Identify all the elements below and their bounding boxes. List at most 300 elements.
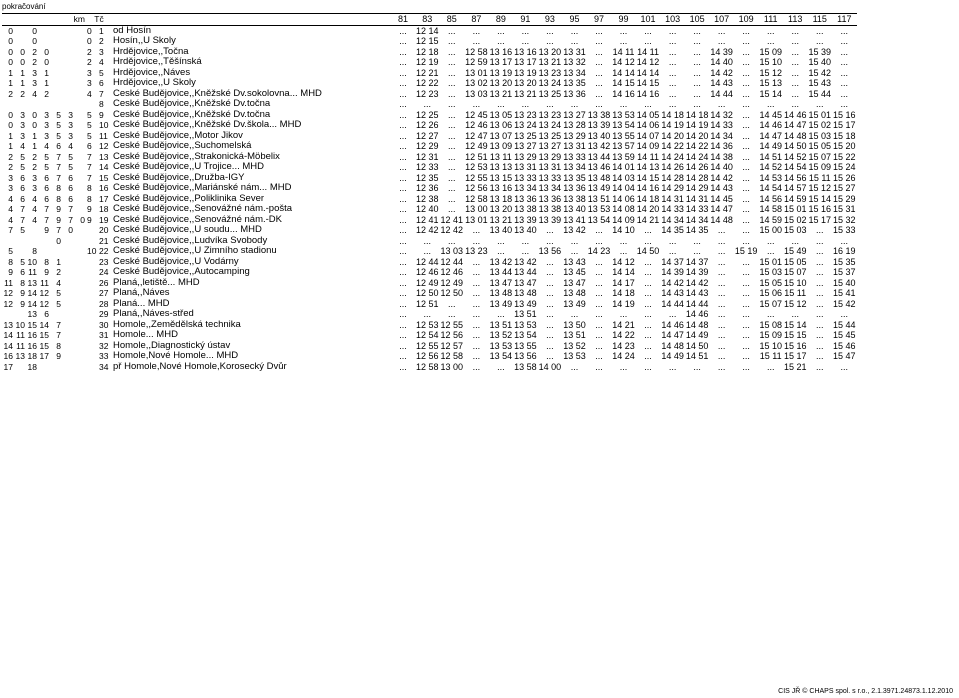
time-cell xyxy=(372,47,391,58)
km-cell xyxy=(74,299,86,310)
time-cell: 14 11 xyxy=(612,46,635,57)
km-cell xyxy=(62,351,74,362)
time-cell: 15 07 xyxy=(808,151,832,162)
km-cell: 0 xyxy=(8,57,13,67)
km-cell xyxy=(38,25,50,36)
time-cell: ... xyxy=(742,193,750,204)
time-cell: ... xyxy=(791,235,799,246)
timetable-row xyxy=(2,320,857,331)
time-cell: 15 19 xyxy=(734,246,758,256)
train-number: 99 xyxy=(611,14,636,26)
time-cell: ... xyxy=(497,361,505,372)
km-cell xyxy=(74,110,86,121)
time-cell: 14 18 xyxy=(685,109,709,120)
km-cell xyxy=(74,141,86,152)
time-cell xyxy=(372,330,391,341)
time-cell: ... xyxy=(742,109,750,120)
km-cell xyxy=(74,47,86,58)
time-cell: 14 16 xyxy=(636,88,660,99)
time-cell: 14 46 xyxy=(661,319,684,330)
time-cell: ... xyxy=(595,46,603,57)
time-cell: ... xyxy=(717,25,726,36)
time-cell: ... xyxy=(448,46,456,57)
time-cell: 12 56 xyxy=(465,183,488,193)
km-cell xyxy=(38,36,50,47)
time-cell: ... xyxy=(399,267,407,277)
time-cell: ... xyxy=(472,361,481,372)
time-cell: ... xyxy=(423,99,432,109)
km-cell: 1 xyxy=(56,256,61,267)
timetable-row xyxy=(2,120,857,131)
km-cell: 4 xyxy=(20,141,25,151)
tc-cell: 22 xyxy=(99,246,109,256)
km-cell: 9 xyxy=(56,351,61,361)
time-cell: 14 10 xyxy=(612,225,635,235)
stop-name: Homole,Nové Homole... MHD xyxy=(113,351,239,361)
time-cell xyxy=(372,215,391,226)
time-cell: 14 23 xyxy=(587,246,611,256)
timetable-row xyxy=(2,57,857,68)
time-cell: ... xyxy=(816,298,824,309)
time-cell: ... xyxy=(742,141,750,151)
time-cell: ... xyxy=(595,225,603,235)
time-cell: 14 47 xyxy=(759,130,782,141)
time-cell: 12 18 xyxy=(416,46,439,57)
time-cell: ... xyxy=(399,46,407,57)
km-cell: 3 xyxy=(44,109,49,120)
time-cell: ... xyxy=(399,298,407,309)
time-cell: 13 06 xyxy=(489,120,513,130)
train-number: 115 xyxy=(808,14,833,26)
km-cell xyxy=(50,246,62,257)
time-cell: ... xyxy=(546,277,554,288)
km-cell xyxy=(74,246,86,257)
km-cell: 14 xyxy=(27,298,37,309)
km-cell xyxy=(50,68,62,79)
km-cell xyxy=(74,131,86,142)
km-cell xyxy=(74,99,86,110)
time-cell: 14 24 xyxy=(685,151,709,162)
time-cell: ... xyxy=(742,351,750,361)
time-cell: 12 14 xyxy=(416,25,439,36)
time-cell: 14 37 xyxy=(685,256,709,267)
time-cell: ... xyxy=(693,99,701,109)
time-cell: 14 06 xyxy=(636,120,660,130)
time-cell: ... xyxy=(570,25,579,36)
km-cell: 10 xyxy=(27,256,37,267)
km-cell xyxy=(74,162,86,173)
time-cell: 13 49 xyxy=(587,183,611,193)
time-cell: 13 34 xyxy=(538,183,562,193)
time-cell: ... xyxy=(472,235,481,246)
time-cell xyxy=(372,152,391,163)
km-cell: 6 xyxy=(56,141,61,151)
timetable-row xyxy=(2,141,857,152)
time-cell xyxy=(372,236,391,247)
time-cell: 13 47 xyxy=(514,277,537,288)
time-cell: 14 50 xyxy=(636,246,660,256)
time-cell: 13 53 xyxy=(587,204,611,214)
time-cell: 14 26 xyxy=(661,162,684,172)
time-cell: ... xyxy=(742,235,750,246)
time-cell: 13 23 xyxy=(465,246,488,256)
time-cell: ... xyxy=(816,235,824,246)
km-cell: 4 xyxy=(32,204,37,214)
tc-cell: 34 xyxy=(99,361,109,372)
km-cell: 0 xyxy=(80,214,85,225)
time-cell: 12 49 xyxy=(465,141,488,151)
time-cell: ... xyxy=(448,25,456,36)
time-cell: ... xyxy=(546,340,554,351)
timetable-row xyxy=(2,236,857,247)
time-cell: ... xyxy=(619,235,628,246)
time-cell: ... xyxy=(399,277,407,288)
time-cell: 14 00 xyxy=(538,361,562,372)
time-cell: 15 03 xyxy=(808,130,832,141)
time-cell: 14 29 xyxy=(685,183,709,193)
time-cell xyxy=(372,194,391,205)
time-cell: 14 33 xyxy=(661,204,684,214)
stop-name: České Budějovice,,Mariánské nám... MHD xyxy=(113,183,292,193)
stop-name: České Budějovice,,Kněžské Dv.točna xyxy=(113,99,271,109)
time-cell: ... xyxy=(668,99,677,109)
time-cell: 13 16 xyxy=(489,46,513,57)
time-cell: 14 15 xyxy=(636,78,660,88)
km-cell: 15 xyxy=(27,319,37,330)
time-cell: 13 53 xyxy=(563,351,586,361)
time-cell: 13 34 xyxy=(563,67,586,78)
time-cell: 14 22 xyxy=(685,141,709,151)
time-cell: 13 47 xyxy=(489,277,513,288)
time-cell: 15 12 xyxy=(759,67,782,78)
time-cell: 12 26 xyxy=(416,120,439,130)
km-cell: 4 xyxy=(56,277,61,288)
time-cell: 12 58 xyxy=(416,361,439,372)
time-cell: 13 51 xyxy=(489,319,513,330)
time-cell: ... xyxy=(399,99,407,109)
time-cell: ... xyxy=(717,309,726,319)
km-cell: 0 xyxy=(44,46,49,57)
km-cell: 1 xyxy=(32,130,37,141)
km-cell: 2 xyxy=(32,151,37,162)
km-cell: 5 xyxy=(20,256,25,267)
time-cell: 13 53 xyxy=(514,319,537,330)
time-cell: 12 55 xyxy=(465,172,488,183)
time-cell: 14 48 xyxy=(783,130,807,141)
time-cell: 12 50 xyxy=(440,288,464,298)
time-cell: 15 13 xyxy=(759,78,782,88)
time-cell: 12 53 xyxy=(465,162,488,172)
time-cell: ... xyxy=(399,88,407,99)
continuation-label: pokračování xyxy=(2,2,46,11)
time-cell: ... xyxy=(423,235,432,246)
km-cell xyxy=(74,351,86,362)
time-cell: 13 49 xyxy=(563,298,586,309)
km-cell xyxy=(50,47,62,58)
time-cell: ... xyxy=(448,99,456,109)
km-cell: 5 xyxy=(56,109,61,120)
km-cell: 0 xyxy=(32,36,37,46)
km-cell xyxy=(38,236,50,247)
tc-cell xyxy=(86,341,98,352)
time-cell: ... xyxy=(840,67,849,78)
time-cell: ... xyxy=(766,235,775,246)
time-cell: 13 27 xyxy=(514,141,537,151)
time-cell: ... xyxy=(717,288,726,298)
time-cell: ... xyxy=(791,88,799,99)
tc-cell: 30 xyxy=(99,319,109,330)
time-cell: 15 10 xyxy=(759,57,782,67)
km-cell xyxy=(2,236,14,247)
time-cell: ... xyxy=(742,78,750,88)
tc-cell xyxy=(86,362,98,373)
time-cell: ... xyxy=(595,57,603,67)
km-cell xyxy=(62,89,74,100)
time-cell: ... xyxy=(399,183,407,193)
timetable-row xyxy=(2,225,857,236)
time-cell: ... xyxy=(644,225,652,235)
time-cell: ... xyxy=(619,309,628,319)
time-cell: 15 16 xyxy=(783,340,807,351)
tc-cell xyxy=(86,225,98,236)
time-cell: ... xyxy=(644,235,652,246)
time-cell: 14 21 xyxy=(636,214,660,225)
time-cell: ... xyxy=(472,309,481,319)
time-cell: ... xyxy=(742,57,750,67)
tc-cell xyxy=(86,309,98,320)
time-cell: ... xyxy=(448,120,456,130)
stop-name: Planá,,letiště... MHD xyxy=(113,277,200,288)
tc-cell: 7 xyxy=(87,151,92,162)
train-number xyxy=(372,14,391,26)
time-cell: ... xyxy=(742,130,750,141)
stop-name: Hrdějovice,,U Školy xyxy=(113,78,196,88)
km-cell xyxy=(62,341,74,352)
time-cell: 13 20 xyxy=(489,204,513,214)
time-cell: 14 23 xyxy=(612,340,635,351)
time-cell: ... xyxy=(644,298,652,309)
km-cell: 18 xyxy=(27,361,37,372)
km-cell: 2 xyxy=(56,267,61,277)
time-cell: 13 48 xyxy=(587,172,611,183)
km-cell xyxy=(62,78,74,89)
stop-name: Hosín,,U Školy xyxy=(113,36,176,46)
time-cell: 15 33 xyxy=(833,225,856,235)
time-cell: 14 46 xyxy=(759,120,782,130)
time-cell: 12 49 xyxy=(416,277,439,288)
time-cell: 13 44 xyxy=(587,151,611,162)
time-cell: 15 05 xyxy=(808,141,832,151)
km-cell xyxy=(74,362,86,373)
km-cell xyxy=(14,309,26,320)
timetable-row xyxy=(2,78,857,89)
time-cell: ... xyxy=(399,36,407,46)
time-cell: 14 54 xyxy=(783,162,807,172)
time-cell: ... xyxy=(448,57,456,67)
time-cell: ... xyxy=(448,235,456,246)
time-cell: 13 43 xyxy=(563,256,586,267)
time-cell: 12 31 xyxy=(416,151,439,162)
stop-name: České Budějovice,,Senovážné nám.-pošta xyxy=(113,204,293,214)
km-cell: 0 xyxy=(8,109,13,120)
km-cell: 7 xyxy=(20,204,25,214)
time-cell: ... xyxy=(595,99,603,109)
time-cell: 15 18 xyxy=(833,130,856,141)
stop-name: Planá... MHD xyxy=(113,298,170,309)
time-cell: 14 13 xyxy=(636,162,660,172)
time-cell: 14 22 xyxy=(661,141,684,151)
train-number: 91 xyxy=(513,14,538,26)
km-cell: 5 xyxy=(56,120,61,130)
time-cell: ... xyxy=(766,361,775,372)
time-cell: 15 22 xyxy=(833,151,856,162)
km-cell xyxy=(26,99,38,110)
km-cell: 6 xyxy=(68,172,73,183)
time-cell: ... xyxy=(717,319,726,330)
time-cell: 15 42 xyxy=(833,298,856,309)
time-cell: 15 45 xyxy=(833,330,856,340)
time-cell: 14 05 xyxy=(636,109,660,120)
timetable-row xyxy=(2,89,857,100)
km-cell: 9 xyxy=(8,267,13,277)
timetable-row xyxy=(2,278,857,289)
time-cell: 14 01 xyxy=(612,162,635,172)
time-cell: 14 49 xyxy=(759,141,782,151)
time-cell xyxy=(372,257,391,268)
time-cell xyxy=(372,267,391,278)
time-cell: ... xyxy=(742,99,750,109)
time-cell: ... xyxy=(791,36,799,46)
time-cell: 14 49 xyxy=(685,330,709,340)
time-cell: 13 48 xyxy=(489,288,513,298)
time-cell: ... xyxy=(693,78,701,88)
time-cell xyxy=(372,57,391,68)
km-cell: 2 xyxy=(8,88,13,99)
time-cell: ... xyxy=(472,288,481,298)
time-cell: 14 11 xyxy=(637,46,659,57)
time-cell: ... xyxy=(570,235,579,246)
time-cell: 13 36 xyxy=(563,183,586,193)
km-cell: 0 xyxy=(8,25,13,36)
time-cell: ... xyxy=(619,99,628,109)
time-cell: ... xyxy=(742,309,750,319)
time-cell: 13 29 xyxy=(563,130,586,141)
tc-cell: 3 xyxy=(87,78,92,88)
time-cell: 15 12 xyxy=(808,183,832,193)
time-cell: ... xyxy=(546,256,554,267)
km-cell: 13 xyxy=(27,309,37,319)
time-cell: 13 41 xyxy=(563,214,586,225)
time-cell: 15 40 xyxy=(833,277,856,288)
time-cell: ... xyxy=(791,67,799,78)
time-cell: 14 56 xyxy=(783,172,807,183)
time-cell: ... xyxy=(595,351,603,361)
km-cell xyxy=(74,288,86,299)
stop-name: Homole,,Diagnostický ústav xyxy=(113,340,231,351)
time-cell: ... xyxy=(546,319,554,330)
km-cell: 16 xyxy=(27,330,37,340)
time-cell: ... xyxy=(399,141,407,151)
time-cell xyxy=(372,278,391,289)
tc-cell: 32 xyxy=(99,340,109,351)
km-cell xyxy=(62,236,74,247)
time-cell: 13 19 xyxy=(514,67,537,78)
km-cell xyxy=(74,25,86,36)
time-cell: 13 01 xyxy=(465,214,488,225)
km-cell: 13 xyxy=(15,351,25,361)
time-cell: 14 15 xyxy=(636,172,660,183)
time-cell: 13 25 xyxy=(538,130,562,141)
km-cell: 17 xyxy=(39,351,49,361)
time-cell: 13 05 xyxy=(489,109,513,120)
time-cell: 15 01 xyxy=(783,204,807,214)
time-cell: 13 21 xyxy=(514,88,537,99)
timetable-row xyxy=(2,267,857,278)
time-cell: 12 42 xyxy=(440,225,464,235)
time-cell: ... xyxy=(497,309,505,319)
time-cell: 13 21 xyxy=(489,88,513,99)
time-cell: ... xyxy=(399,67,407,78)
time-cell: 15 15 xyxy=(783,330,807,340)
time-cell: 12 21 xyxy=(416,67,439,78)
km-cell xyxy=(62,25,74,36)
time-cell: 14 47 xyxy=(710,204,733,214)
time-cell: ... xyxy=(644,25,652,36)
time-cell: 15 49 xyxy=(783,246,807,256)
time-cell xyxy=(372,141,391,152)
time-cell: 13 50 xyxy=(563,319,586,330)
time-cell: ... xyxy=(840,88,849,99)
time-cell: 14 14 xyxy=(612,267,635,277)
time-cell: ... xyxy=(816,309,824,319)
time-cell: ... xyxy=(595,88,603,99)
time-cell: 13 29 xyxy=(538,151,562,162)
timetable-row xyxy=(2,47,857,58)
timetable-row xyxy=(2,341,857,352)
time-cell: 16 19 xyxy=(833,246,856,256)
tc-cell: 12 xyxy=(99,141,109,151)
km-cell xyxy=(14,36,26,47)
time-cell: ... xyxy=(766,36,775,46)
time-cell: 14 11 xyxy=(637,151,659,162)
time-cell: ... xyxy=(619,246,628,256)
time-cell: ... xyxy=(546,225,554,235)
time-cell: ... xyxy=(546,351,554,361)
time-cell: ... xyxy=(644,340,652,351)
time-cell: 13 56 xyxy=(514,351,537,361)
km-cell: 9 xyxy=(20,298,25,309)
tc-cell: 14 xyxy=(99,162,109,172)
stop-name: České Budějovice,,Kněžské Dv.škola... MHD xyxy=(113,120,302,130)
km-cell: 16 xyxy=(3,351,13,361)
km-cell xyxy=(74,320,86,331)
time-cell: 14 52 xyxy=(759,162,782,172)
time-cell: 14 43 xyxy=(685,288,709,298)
time-cell: 13 40 xyxy=(514,225,537,235)
time-cell: 13 19 xyxy=(489,67,513,78)
km-cell: 2 xyxy=(32,46,37,57)
time-cell: ... xyxy=(448,36,456,46)
time-cell: ... xyxy=(742,361,750,372)
time-cell: ... xyxy=(816,351,824,361)
km-cell: 9 xyxy=(56,204,61,214)
time-cell: 13 21 xyxy=(489,214,513,225)
time-cell: ... xyxy=(816,256,824,267)
time-cell: ... xyxy=(448,130,456,141)
tc-cell xyxy=(86,278,98,289)
time-cell: ... xyxy=(742,277,750,288)
time-cell: 14 16 xyxy=(612,88,635,99)
